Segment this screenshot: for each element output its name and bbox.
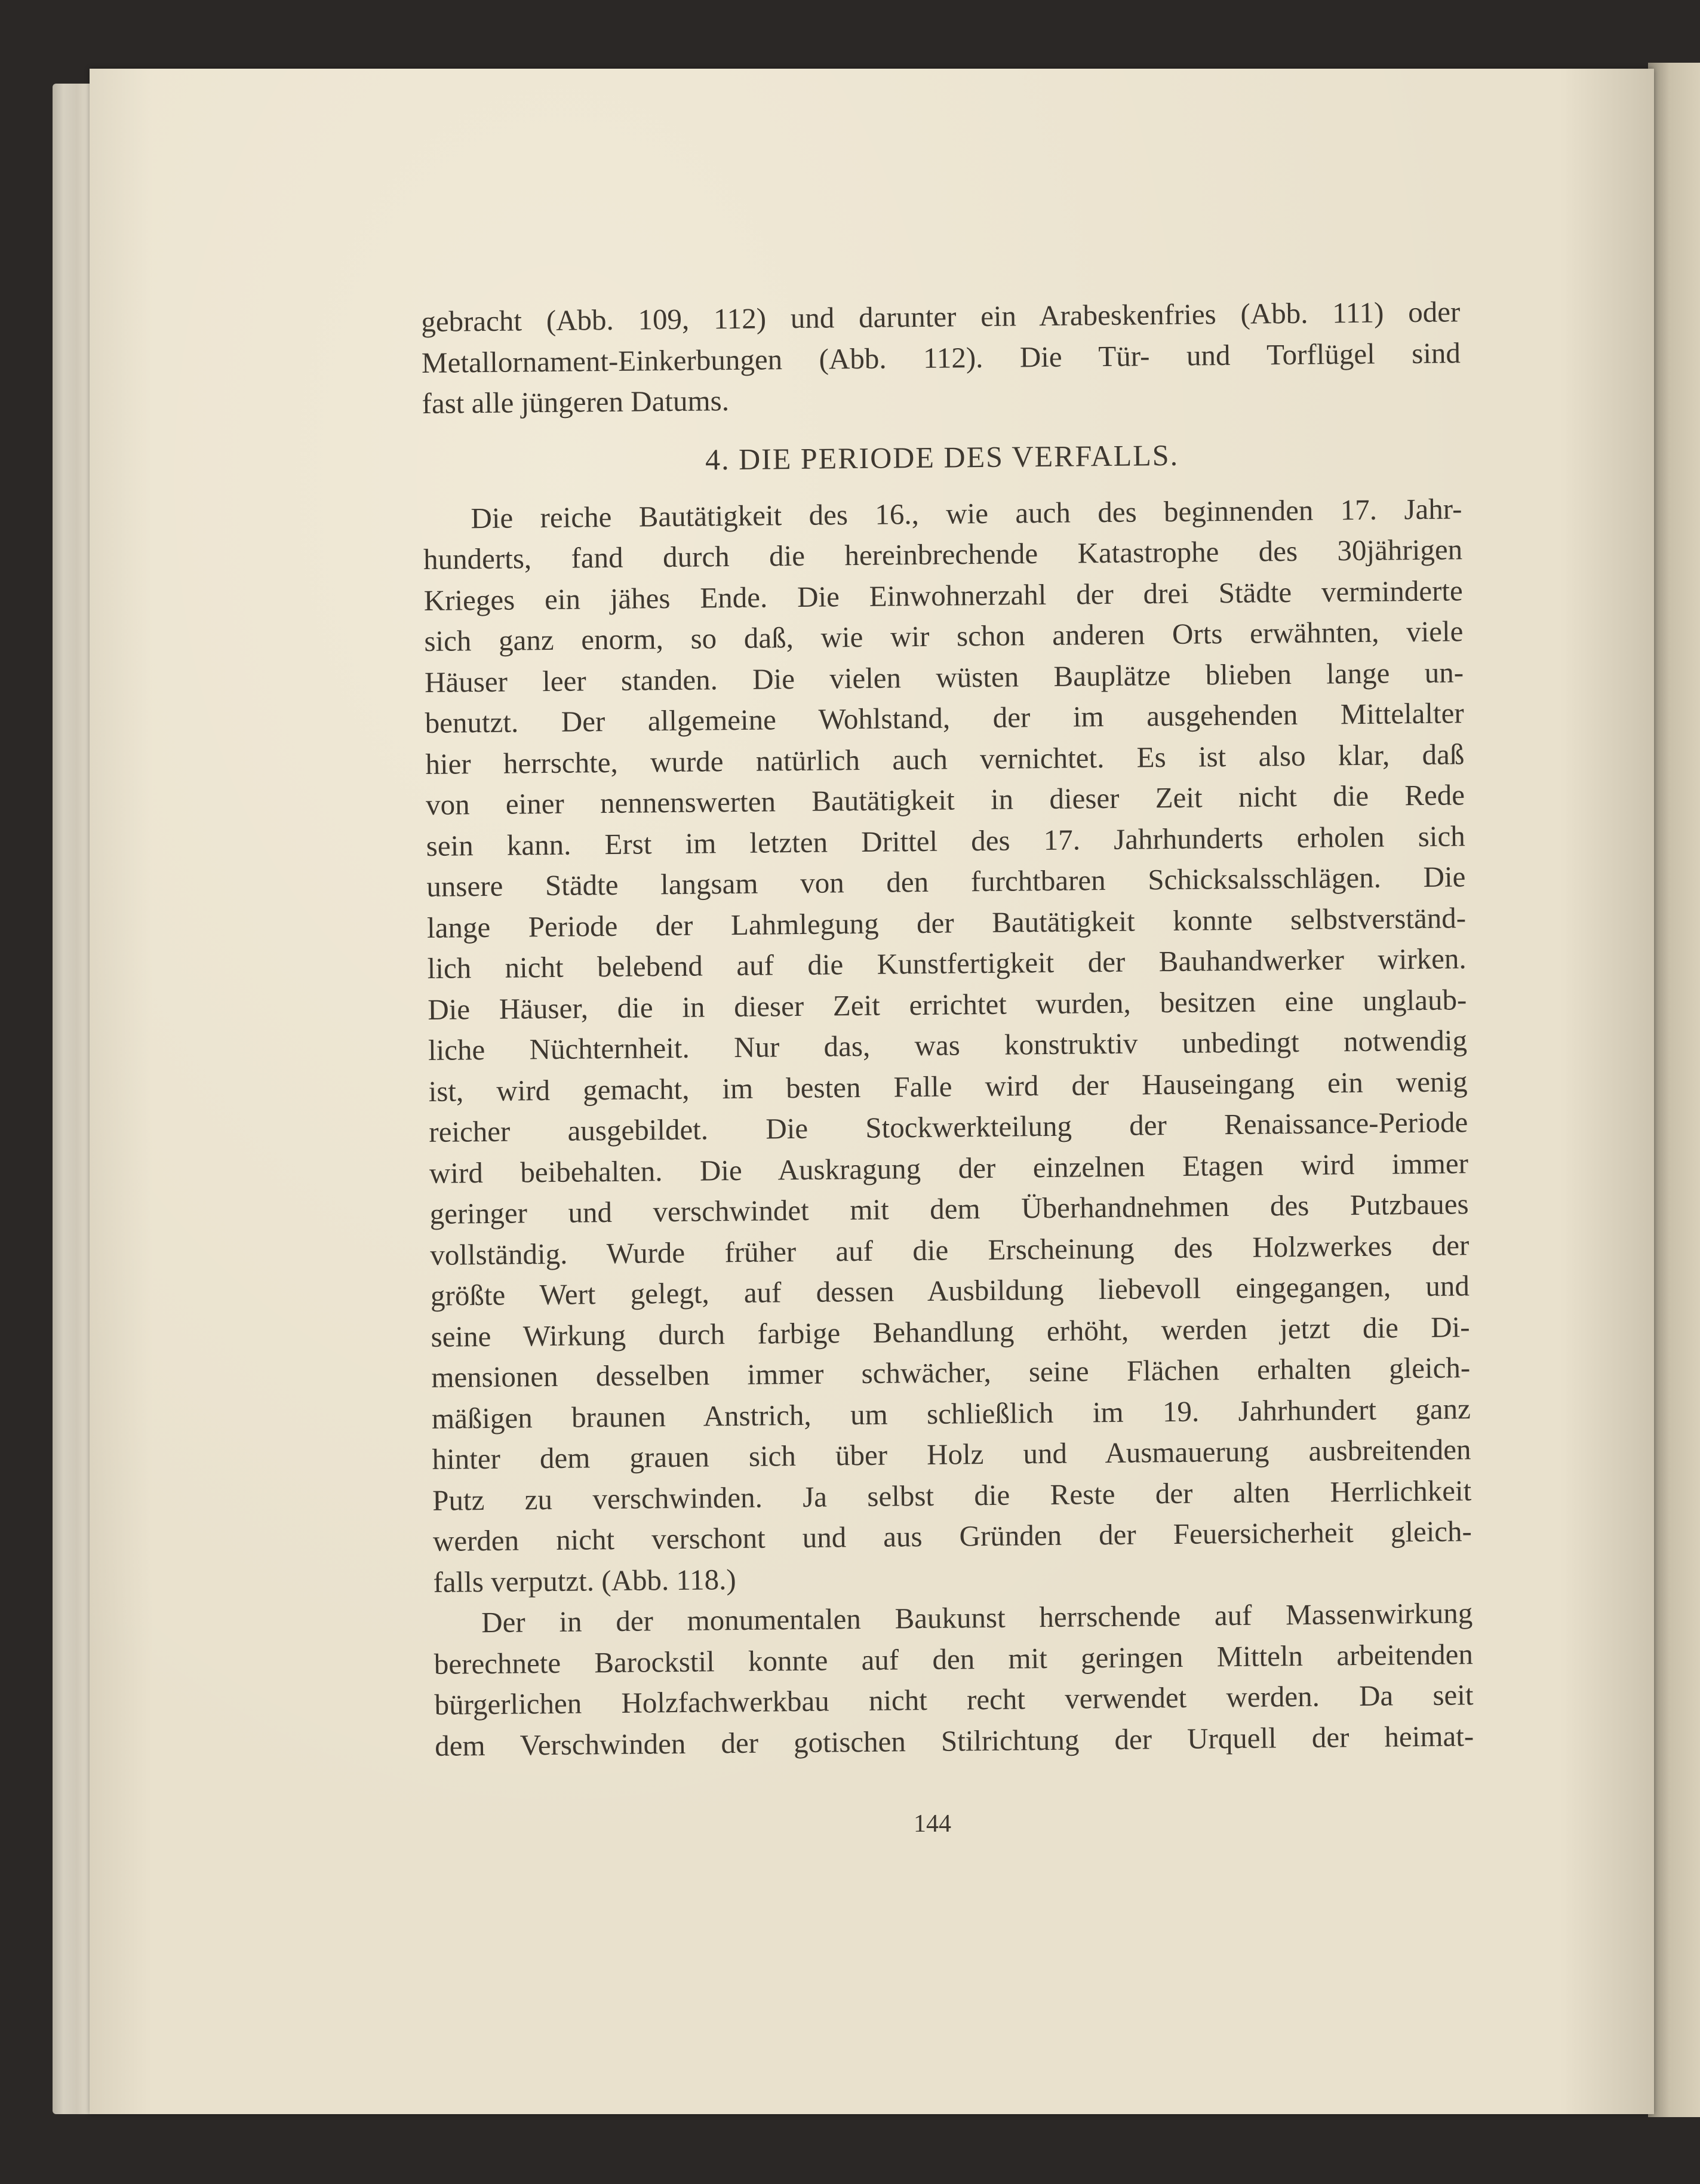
text-line: seine Wirkung durch farbige Behandlung erhöht, werden jetzt die Di- <box>431 1310 1470 1353</box>
text-line: unsere Städte langsam von den furchtbaren Schicksalsschlägen. Die <box>426 860 1466 903</box>
opening-paragraph <box>421 291 1461 424</box>
text-line: dem Verschwinden der gotischen Stilrichtung der Urquell der heimat- <box>434 1719 1474 1762</box>
body-text <box>421 291 1474 1767</box>
text-line: falls verputzt. (Abb. 118.) <box>433 1562 736 1599</box>
text-line: Putz zu verschwinden. Ja selbst die Reste der alten Herrlichkeit <box>432 1473 1472 1517</box>
text-line: reicher ausgebildet. Die Stockwerkteilung der Renaissance-Periode <box>429 1105 1468 1148</box>
text-line: gebracht (Abb. 109, 112) und darunter ein Arabeskenfries (Abb. 111) oder <box>421 295 1461 338</box>
paragraph-baroque <box>434 1593 1474 1767</box>
text-line: sich ganz enorm, so daß, wie wir schon anderen Orts erwähnten, viele <box>424 615 1464 658</box>
text-line: Die reiche Bautätigkeit des 16., wie auch des beginnenden 17. Jahr- <box>471 492 1462 535</box>
page-number: 144 <box>914 1810 951 1838</box>
text-line: Die Häuser, die in dieser Zeit errichtet wurden, besitzen eine unglaub- <box>428 982 1467 1026</box>
text-line: mäßigen braunen Anstrich, um schließlich im 19. Jahrhundert ganz <box>431 1392 1471 1435</box>
text-line: Häuser leer standen. Die vielen wüsten Bauplätze blieben lange un- <box>424 655 1464 699</box>
text-line: hinter dem grauen sich über Holz und Ausmauerung ausbreitenden <box>432 1433 1471 1476</box>
text-line: hunderts, fand durch die hereinbrechende Katastrophe des 30jährigen <box>423 533 1463 576</box>
text-line: vollständig. Wurde früher auf die Erscheinung des Holzwerkes der <box>430 1228 1470 1271</box>
text-line: geringer und verschwindet mit dem Überhandnehmen des Putzbaues <box>429 1187 1469 1230</box>
text-line: berechnete Barockstil konnte auf den mit geringen Mitteln arbeitenden <box>434 1637 1474 1681</box>
text-line: hier herrschte, wurde natürlich auch vernichtet. Es ist also klar, daß <box>425 737 1465 781</box>
section-heading: 4. DIE PERIODE DES VERFALLS. <box>705 438 1179 476</box>
text-line: sein kann. Erst im letzten Drittel des 17. Jahrhunderts erholen sich <box>426 819 1465 862</box>
text-line: Der in der monumentalen Baukunst herrschende auf Massenwirkung <box>481 1596 1473 1639</box>
paragraph-decline <box>423 489 1472 1603</box>
text-line: fast alle jüngeren Datums. <box>422 384 730 420</box>
text-line: werden nicht verschont und aus Gründen der Feuersicherheit gleich- <box>432 1515 1472 1558</box>
text-line: von einer nennenswerten Bautätigkeit in dieser Zeit nicht die Rede <box>425 778 1465 821</box>
text-line: mensionen desselben immer schwächer, seine Flächen erhalten gleich- <box>431 1351 1471 1394</box>
text-line: bürgerlichen Holzfachwerkbau nicht recht verwendet werden. Da seit <box>434 1678 1474 1721</box>
text-line: benutzt. Der allgemeine Wohlstand, der im ausgehenden Mittelalter <box>425 696 1464 739</box>
text-line: Krieges ein jähes Ende. Die Einwohnerzahl der drei Städte verminderte <box>423 573 1463 617</box>
text-line: lich nicht belebend auf die Kunstfertigkeit der Bauhandwerker wirken. <box>427 942 1467 985</box>
text-line: Metallornament-Einkerbungen (Abb. 112). Die Tür- und Torflügel sind <box>421 336 1461 379</box>
text-line: lange Periode der Lahmlegung der Bautätigkeit konnte selbstverständ- <box>426 901 1467 944</box>
text-line: größte Wert gelegt, auf dessen Ausbildung liebevoll eingegangen, und <box>430 1269 1470 1312</box>
text-line: liche Nüchternheit. Nur das, was konstruktiv unbedingt notwendig <box>428 1024 1468 1067</box>
text-line: wird beibehalten. Die Auskragung der einzelnen Etagen wird immer <box>429 1146 1469 1190</box>
text-line: ist, wird gemacht, im besten Falle wird der Hauseingang ein wenig <box>428 1064 1468 1108</box>
facing-page-edge <box>1648 63 1700 2117</box>
